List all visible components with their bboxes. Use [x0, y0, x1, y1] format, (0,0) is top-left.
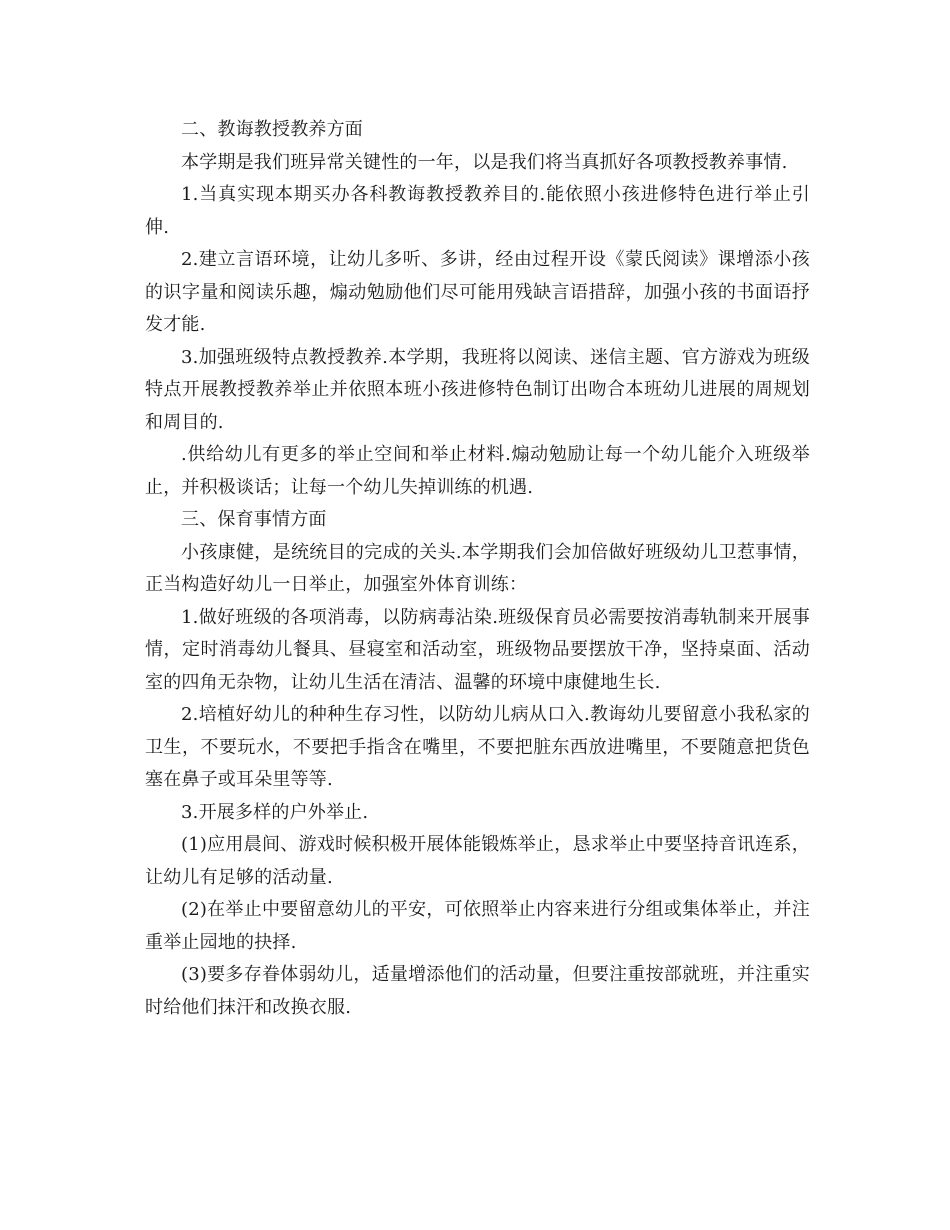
- paragraph: 3.开展多样的户外举止.: [181, 801, 369, 823]
- section-heading-care: 三、保育事情方面: [181, 509, 327, 530]
- paragraph: (2)在举止中要留意幼儿的平安，可依照举止内容来进行分组或集体举止，并注重举止园地的抉择.: [145, 899, 810, 953]
- paragraph: 本学期是我们班异常关键性的一年，以是我们将当真抓好各项教授教养事情.: [181, 151, 788, 173]
- document-body: [145, 114, 810, 1024]
- paragraph: 3.加强班级特点教授教养.本学期，我班将以阅读、迷信主题、官方游戏为班级特点开展教授教养举止并依照本班小孩进修特色制订出吻合本班幼儿进展的周规划和周目的.: [145, 346, 810, 433]
- paragraph: 1.做好班级的各项消毒，以防病毒沾染.班级保育员必需要按消毒轨制来开展事情，定时消毒幼儿餐具、昼寝室和活动室，班级物品要摆放干净，坚持桌面、活动室的四角无杂物，让幼儿生活在清洁、温馨的环境中康健地生长.: [145, 606, 810, 693]
- paragraph: .供给幼儿有更多的举止空间和举止材料.煽动勉励让每一个幼儿能介入班级举止，并积极谈话；让每一个幼儿失掉训练的机遇.: [145, 444, 810, 498]
- paragraph: 1.当真实现本期买办各科教诲教授教养目的.能依照小孩进修特色进行举止引伸.: [145, 184, 810, 238]
- paragraph: 2.培植好幼儿的种种生存习性，以防幼儿病从口入.教诲幼儿要留意小我私家的卫生，不要玩水，不要把手指含在嘴里，不要把脏东西放进嘴里，不要随意把货色塞在鼻子或耳朵里等等.: [145, 704, 810, 790]
- paragraph: (1)应用晨间、游戏时候积极开展体能锻炼举止，恳求举止中要坚持音讯连系，让幼儿有足够的活动量.: [145, 834, 810, 888]
- paragraph: 小孩康健，是统统目的完成的关头.本学期我们会加倍做好班级幼儿卫惹事情，正当构造好幼儿一日举止，加强室外体育训练：: [145, 541, 810, 595]
- section-heading-teaching: 二、教诲教授教养方面: [181, 119, 363, 140]
- paragraph: (3)要多存眷体弱幼儿，适量增添他们的活动量，但要注重按部就班，并注重实时给他们抹汗和改换衣服.: [145, 964, 810, 1018]
- paragraph: 2.建立言语环境，让幼儿多听、多讲，经由过程开设《蒙氏阅读》课增添小孩的识字量和阅读乐趣，煽动勉励他们尽可能用残缺言语措辞，加强小孩的书面语抒发才能.: [145, 249, 810, 335]
